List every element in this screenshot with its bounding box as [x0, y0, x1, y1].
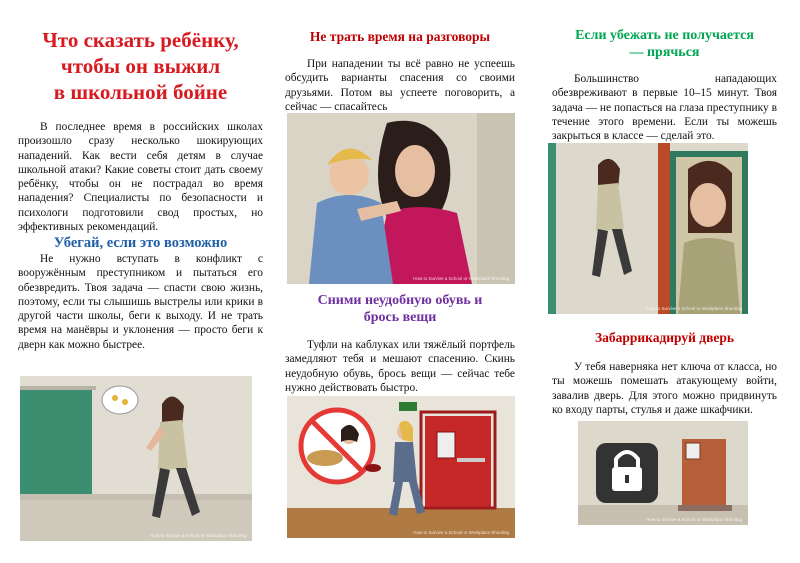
- watermark: How to Survive a School or Workplace Shooting: [150, 533, 246, 538]
- illustration-hush: [287, 113, 515, 284]
- illustration-barricade: [578, 421, 748, 525]
- heading-shoes-line-2: брось вещи: [363, 310, 437, 325]
- page-title-line-2: чтобы он выжил: [60, 54, 221, 78]
- text-shoes: Туфли на каблуках или тяжёлый портфель замедляют тебя и мешают спасению. Скинь неудобную обувь, брось вещи — сейчас тебе нужно действовать быстро.: [285, 339, 515, 394]
- text-barricade: У тебя наверняка нет ключа от класса, но ты можешь помешать атакующему войти, завалив дверь. Для этого можно придвинуть ко входу парты, стулья и даже шкафчики.: [552, 361, 777, 416]
- text-no-talk: При нападении ты всё равно не успеешь обсудить варианты спасения со своими друзьями. Потом вы успеете поговорить, а сейчас — спасайтесь: [285, 58, 515, 113]
- page-title-line-1: Что сказать ребёнку,: [42, 28, 239, 52]
- watermark: How to Survive a School or Workplace Shooting: [646, 306, 742, 311]
- watermark: How to Survive a School or Workplace Shooting: [413, 276, 509, 281]
- page-title-line-3: в школьной бойне: [53, 80, 228, 104]
- watermark: How to Survive a School or Workplace Shooting: [646, 517, 742, 522]
- heading-shoes-line-1: Сними неудобную обувь и: [317, 293, 483, 308]
- text-hide: Большинство нападающих обезвреживают в первые 10–15 минут. Твоя задача — не попасться на глаза преступнику в течение этого времени. Если ты можешь закрыться в классе — сделай это.: [552, 73, 777, 143]
- heading-hide-line-1: Если убежать не получается: [575, 28, 754, 43]
- watermark: How to Survive a School or Workplace Shooting: [413, 530, 509, 535]
- section-heading-run: Убегай, если это возможно: [53, 235, 228, 251]
- section-run-text: Не нужно вступать в конфликт с вооружённым преступником и пытаться его обезвредить. Твоя задача — спасти свою жизнь, поэтому, если ты слышишь выстрелы или крики в другой части школы, беги к выходу. И не трать время на манёвры и уклонения — просто беги к дверн как можно быстрее.: [18, 253, 263, 351]
- intro-paragraph: В последнее время в российских школах произошло сразу несколько шокирующих нападений. Как вести себя детям в случае школьной атаки? Какие советы стоит дать своему ребёнку, чтобы он не пострадал во время нападения? Специалисты по безопасности и психологи подготовили свод простых, но эффективных рекомендаций.: [18, 121, 263, 234]
- illustration-hide: [548, 143, 748, 314]
- illustration-drop-shoes: [287, 396, 515, 538]
- heading-no-talk: Не трать время на разговоры: [309, 29, 491, 44]
- heading-barricade: Забаррикадируй дверь: [594, 330, 735, 345]
- illustration-woman-running: [20, 376, 252, 541]
- heading-hide-line-2: — прячься: [629, 45, 700, 60]
